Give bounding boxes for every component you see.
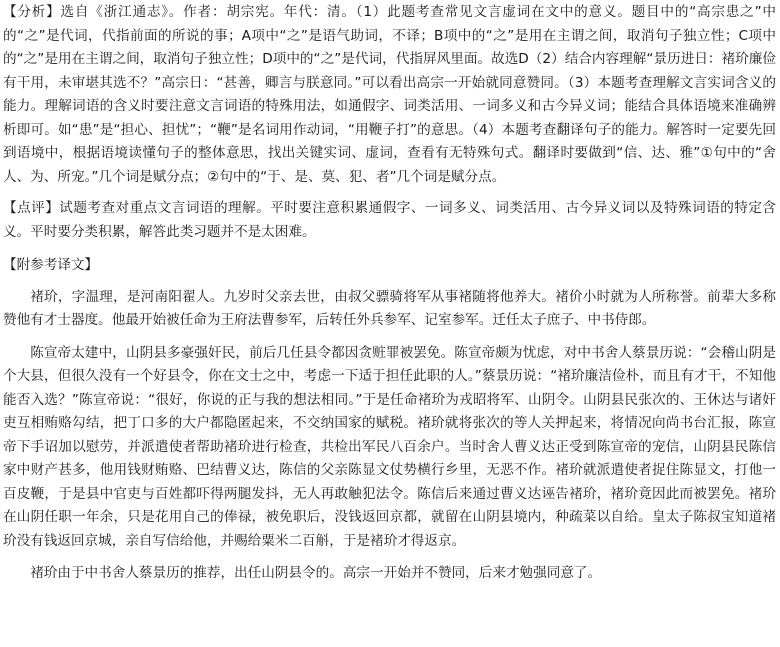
translation-paragraph-3: 褚玠由于中书舍人蔡景历的推荐，出任山阴县令的。高宗一开始并不赞同，后来才勉强同意了。 — [30, 565, 602, 581]
translation-paragraph-2: 陈宣帝太建中，山阴县多豪强奸民，前后几任县令都因贪赃罪被罢免。陈宣帝颇为忧虑，对中书舍人蔡景历说：“会稽山阴是个大县，但很久没有一个好县令，你在文士之中，考虑一下适于担任此职的人。”蔡景历说：“褚玠廉洁俭朴，而且有才干，不知他能否入选？”陈宣帝说：“很好，你说的正与我的想法相同。”于是任命褚玠为戎昭将军、山阴令。山阴县民张次的、王休达与诸奸吏互相贿赂勾结，把丁口多的大户都隐匿起来，不交纳国家的赋税。褚玠就将张次的等人关押起来，将情况向尚书台汇报，陈宣帝下手诏加以慰劳，并派遣使者帮助褚玠进行检查，共检出军民八百余户。当时舍人曹义达正受到陈宣帝的宠信，山阴县民陈信家中财产甚多，他用钱财贿赂、巴结曹义达，陈信的父亲陈显文仗势横行乡里，无恶不作。褚玠就派遣使者捉住陈显文，打他一百皮鞭，于是县中官吏与百姓都吓得两腿发抖，无人再敢触犯法令。陈信后来通过曹义达诬告褚玠，褚玠竟因此而被罢免。褚玠在山阴任职一年余，只是花用自己的俸禄，被免职后，没钱返回京都，就留在山阴县境内，种疏菜以自给。皇太子陈叔宝知道褚玠没有钱返回京城，亲自写信给他，并赐给粟米二百斛，于是褚玠才得返京。 — [3, 344, 776, 549]
analysis-paragraph: 【分析】选自《浙江通志》。作者：胡宗宪。年代：清。（1）此题考查常见文言虚词在文中的意义。题目中的“高宗患之”中的“之”是代词，代指前面的所说的事；A项中“之”是语气助词，不译；B项中的“之”是用在主谓之间，取消句子独立性；C项中的“之”是用在主谓之间，取消句子独立性；D项中的“之”是代词，代指屏风里面。故选D（2）结合内容理解“景历进日：褚玠廉俭有干用，未审堪其选不？”高宗日：“甚善，卿言与朕意同。”可以看出高宗一开始就同意赞同。（3）本题考查理解文言实词含义的能力。理解词语的含义时要注意文言词语的特殊用法，如通假字、词类活用、一词多义和古今异义词；能结合具体语境来准确辨析即可。如“患”是“担心、担忧”；“鞭”是名词用作动词，“用鞭子打”的意思。（4）本题考查翻译句子的能力。解答时一定要先回到语境中，根据语境读懂句子的整体意思，找出关键实词、虚词，查看有无特殊句式。翻译时要做到“信、达、雅”①句中的“舍人、为、所宠。”几个词是赋分点；②句中的“于、是、莫、犯、者”几个词是赋分点。 — [3, 4, 776, 185]
reference-heading: 【附参考译文】 — [3, 257, 99, 273]
document-page — [0, 1, 780, 647]
reference-translation — [3, 286, 776, 586]
translation-paragraph-1: 褚玠，字温理，是河南阳翟人。九岁时父亲去世，由叔父骠骑将军从事褚随将他养大。褚价小时就为人所称誉。前辈大多称赞他有才士器度。他最开始被任命为王府法曹参军，后转任外兵参军、记室参军。迁任太子庶子、中书侍郎。 — [3, 288, 776, 328]
comment-paragraph: 【点评】试题考查对重点文言词语的理解。平时要注意积累通假字、一词多义、词类活用、古今异义词以及特殊词语的特定含义。平时要分类积累，解答此类习题并不是太困难。 — [3, 200, 776, 240]
